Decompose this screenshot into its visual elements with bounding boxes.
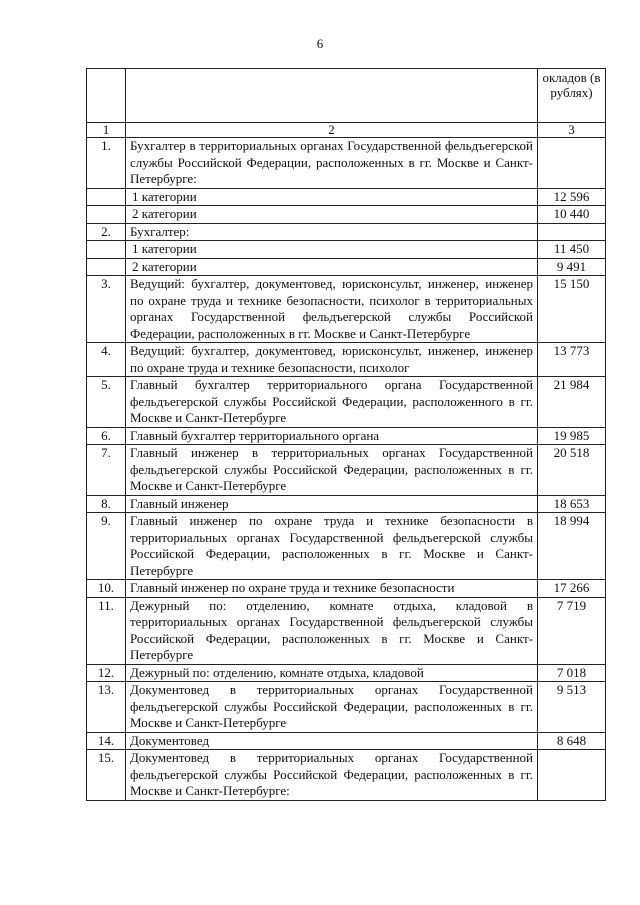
table-row bbox=[87, 276, 606, 343]
row-salary-value: 17 266 bbox=[538, 580, 606, 598]
row-number: 8. bbox=[87, 495, 126, 513]
row-salary-value: 18 994 bbox=[538, 513, 606, 580]
table-row bbox=[87, 223, 606, 241]
table-row bbox=[87, 427, 606, 445]
row-salary-value: 9 513 bbox=[538, 682, 606, 733]
row-description: Главный инженер в территориальных органах Государственной фельдъегерской службы Российской Федерации, расположенных в гг. Москве и Санкт-Петербурге bbox=[126, 445, 538, 496]
row-description: 1 категории bbox=[126, 241, 538, 259]
row-description: Документовед в территориальных органах Государственной фельдъегерской службы Российской Федерации, расположенных в гг. Москве и Санкт-Петербурге: bbox=[126, 750, 538, 801]
row-number: 15. bbox=[87, 750, 126, 801]
row-description: Документовед bbox=[126, 732, 538, 750]
row-number: 5. bbox=[87, 377, 126, 428]
table-row bbox=[87, 597, 606, 664]
row-number bbox=[87, 241, 126, 259]
table-row bbox=[87, 188, 606, 206]
row-description: Ведущий: бухгалтер, документовед, юрисконсульт, инженер, инженер по охране труда и технике безопасности, психолог в территориальных органах Государственной фельдъегерской службы Российской Федерации, расположенных в гг. Москве и Санкт-Петербурге bbox=[126, 276, 538, 343]
row-description: 2 категории bbox=[126, 206, 538, 224]
row-number: 1. bbox=[87, 138, 126, 189]
column-number-1: 1 bbox=[87, 123, 126, 138]
row-number: 2. bbox=[87, 223, 126, 241]
row-salary-value bbox=[538, 138, 606, 189]
row-description: Главный бухгалтер территориального органа Государственной фельдъегерской службы Российской Федерации, расположенного в гг. Москве и Санкт-Петербурге bbox=[126, 377, 538, 428]
row-description: Документовед в территориальных органах Государственной фельдъегерской службы Российской Федерации, расположенных в гг. Москве и Санкт-Петербурге bbox=[126, 682, 538, 733]
table-row bbox=[87, 445, 606, 496]
row-salary-value: 7 719 bbox=[538, 597, 606, 664]
row-salary-value: 21 984 bbox=[538, 377, 606, 428]
row-description: Главный инженер по охране труда и технике безопасности bbox=[126, 580, 538, 598]
table-row bbox=[87, 682, 606, 733]
row-description: Дежурный по: отделению, комнате отдыха, кладовой bbox=[126, 664, 538, 682]
table-row bbox=[87, 138, 606, 189]
row-description: Ведущий: бухгалтер, документовед, юрисконсульт, инженер, инженер по охране труда и технике безопасности, психолог bbox=[126, 343, 538, 377]
row-number: 14. bbox=[87, 732, 126, 750]
column-number-3: 3 bbox=[538, 123, 606, 138]
row-salary-value: 10 440 bbox=[538, 206, 606, 224]
row-number: 10. bbox=[87, 580, 126, 598]
row-number: 7. bbox=[87, 445, 126, 496]
row-description: Дежурный по: отделению, комнате отдыха, кладовой в территориальных органах Государственной фельдъегерской службы Российской Федерации, расположенных в гг. Москве и Санкт-Петербурге bbox=[126, 597, 538, 664]
table-row bbox=[87, 206, 606, 224]
row-number: 6. bbox=[87, 427, 126, 445]
row-description: Бухгалтер: bbox=[126, 223, 538, 241]
row-description: Главный бухгалтер территориального органа bbox=[126, 427, 538, 445]
row-description: 2 категории bbox=[126, 258, 538, 276]
row-number bbox=[87, 188, 126, 206]
row-salary-value: 11 450 bbox=[538, 241, 606, 259]
row-number: 11. bbox=[87, 597, 126, 664]
row-salary-value bbox=[538, 223, 606, 241]
row-number: 4. bbox=[87, 343, 126, 377]
table-row bbox=[87, 241, 606, 259]
row-salary-value: 19 985 bbox=[538, 427, 606, 445]
row-salary-value: 8 648 bbox=[538, 732, 606, 750]
salary-table-container bbox=[86, 68, 605, 801]
row-salary-value: 7 018 bbox=[538, 664, 606, 682]
row-description: Бухгалтер в территориальных органах Государственной фельдъегерской службы Российской Федерации, расположенных в гг. Москве и Санкт-Петербурге: bbox=[126, 138, 538, 189]
table-row bbox=[87, 664, 606, 682]
table-row bbox=[87, 750, 606, 801]
row-description: 1 категории bbox=[126, 188, 538, 206]
row-number bbox=[87, 258, 126, 276]
row-number bbox=[87, 206, 126, 224]
row-salary-value: 20 518 bbox=[538, 445, 606, 496]
header-cell-num bbox=[87, 69, 126, 123]
table-row bbox=[87, 495, 606, 513]
table-row bbox=[87, 513, 606, 580]
table-row bbox=[87, 580, 606, 598]
table-row bbox=[87, 377, 606, 428]
table-row bbox=[87, 343, 606, 377]
row-number: 3. bbox=[87, 276, 126, 343]
row-description: Главный инженер bbox=[126, 495, 538, 513]
table-row bbox=[87, 258, 606, 276]
page-number: 6 bbox=[316, 36, 324, 51]
row-salary-value: 9 491 bbox=[538, 258, 606, 276]
row-number: 13. bbox=[87, 682, 126, 733]
row-salary-value: 12 596 bbox=[538, 188, 606, 206]
table-row bbox=[87, 732, 606, 750]
salary-table bbox=[86, 68, 606, 801]
row-salary-value: 15 150 bbox=[538, 276, 606, 343]
column-number-row bbox=[87, 123, 606, 138]
row-number: 9. bbox=[87, 513, 126, 580]
row-salary-value bbox=[538, 750, 606, 801]
column-number-2: 2 bbox=[126, 123, 538, 138]
header-cell-title bbox=[126, 69, 538, 123]
header-cell-salary: окладов (в рублях) bbox=[538, 69, 606, 123]
row-salary-value: 18 653 bbox=[538, 495, 606, 513]
row-number: 12. bbox=[87, 664, 126, 682]
row-salary-value: 13 773 bbox=[538, 343, 606, 377]
row-description: Главный инженер по охране труда и технике безопасности в территориальных органах Государственной фельдъегерской службы Российской Федерации, расположенных в гг. Москве и Санкт-Петербурге bbox=[126, 513, 538, 580]
table-header-row bbox=[87, 69, 606, 123]
